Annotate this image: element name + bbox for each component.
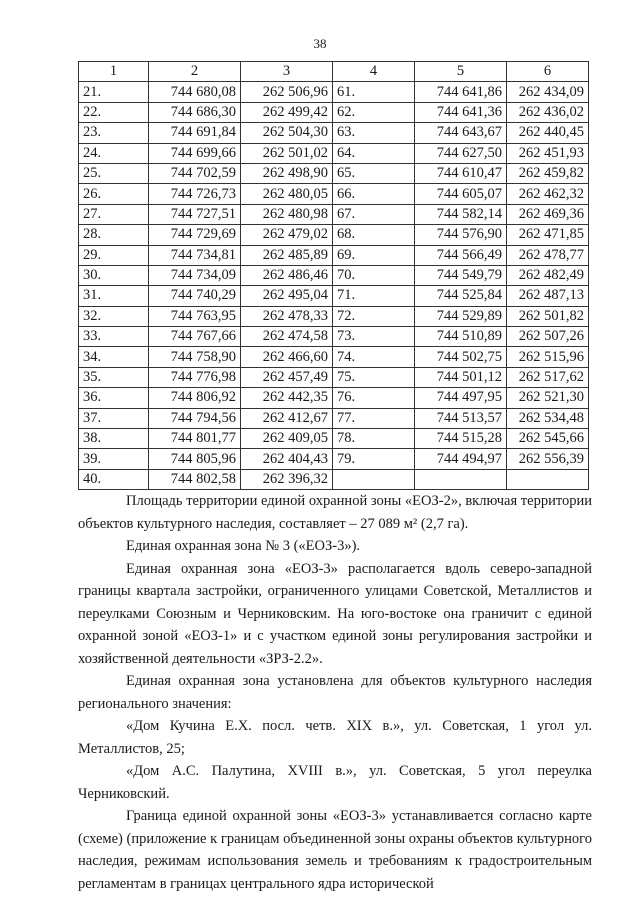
- table-cell: 25.: [79, 163, 149, 183]
- table-row: [79, 143, 589, 163]
- table-cell: 262 457,49: [241, 367, 333, 387]
- table-cell: 262 396,32: [241, 469, 333, 489]
- table-cell: 744 627,50: [415, 143, 507, 163]
- coordinates-table: [78, 61, 589, 490]
- table-cell: 32.: [79, 306, 149, 326]
- table-cell: 262 409,05: [241, 429, 333, 449]
- paragraph-area: Площадь территории единой охранной зоны «ЕОЗ-2», включая территории объектов культурного наследия, составляет – 27 089 м² (2,7 га).: [78, 493, 592, 532]
- table-cell: 744 605,07: [415, 184, 507, 204]
- table-cell: 34.: [79, 347, 149, 367]
- table-cell: 262 442,35: [241, 388, 333, 408]
- table-cell: 71.: [333, 286, 415, 306]
- page-number: 38: [313, 36, 327, 51]
- table-cell: 35.: [79, 367, 149, 387]
- table-cell: 262 440,45: [507, 123, 589, 143]
- paragraph-zone-heading: Единая охранная зона № 3 («ЕОЗ-3»).: [126, 538, 361, 554]
- table-cell: 744 763,95: [149, 306, 241, 326]
- table-cell: 262 404,43: [241, 449, 333, 469]
- table-row: [79, 123, 589, 143]
- table-cell: 66.: [333, 184, 415, 204]
- table-cell: 744 576,90: [415, 225, 507, 245]
- table-cell: 262 480,05: [241, 184, 333, 204]
- table-cell: 744 727,51: [149, 204, 241, 224]
- table-cell: 262 474,58: [241, 327, 333, 347]
- table-row: [79, 225, 589, 245]
- table-cell: 262 495,04: [241, 286, 333, 306]
- table-cell: 262 478,77: [507, 245, 589, 265]
- table-cell: 78.: [333, 429, 415, 449]
- table-row: [79, 449, 589, 469]
- body-text: [78, 490, 592, 895]
- table-cell: 744 641,36: [415, 102, 507, 122]
- column-header: 3: [241, 62, 333, 82]
- table-cell: 262 498,90: [241, 163, 333, 183]
- table-cell: 262 501,82: [507, 306, 589, 326]
- table-row: [79, 429, 589, 449]
- table-cell: 262 466,60: [241, 347, 333, 367]
- table-row: [79, 245, 589, 265]
- table-cell: 262 482,49: [507, 265, 589, 285]
- table-cell: 744 510,89: [415, 327, 507, 347]
- table-cell: 744 566,49: [415, 245, 507, 265]
- table-cell: 33.: [79, 327, 149, 347]
- table-cell: 744 513,57: [415, 408, 507, 428]
- table-cell: 744 502,75: [415, 347, 507, 367]
- table-cell: 262 545,66: [507, 429, 589, 449]
- table-cell: 262 515,96: [507, 347, 589, 367]
- table-row: [79, 204, 589, 224]
- column-header: 5: [415, 62, 507, 82]
- table-cell: 262 434,09: [507, 82, 589, 102]
- table-cell: 23.: [79, 123, 149, 143]
- table-row: [79, 388, 589, 408]
- table-cell: 744 702,59: [149, 163, 241, 183]
- table-body: [79, 82, 589, 490]
- table-cell: 744 501,12: [415, 367, 507, 387]
- table-cell: 69.: [333, 245, 415, 265]
- table-cell: 744 680,08: [149, 82, 241, 102]
- table-cell: 262 499,42: [241, 102, 333, 122]
- table-cell: 744 641,86: [415, 82, 507, 102]
- table-cell: [507, 469, 589, 489]
- table-cell: 27.: [79, 204, 149, 224]
- table-cell: 76.: [333, 388, 415, 408]
- table-cell: 262 451,93: [507, 143, 589, 163]
- table-cell: 744 610,47: [415, 163, 507, 183]
- table-cell: 744 776,98: [149, 367, 241, 387]
- table-cell: 22.: [79, 102, 149, 122]
- table-row: [79, 367, 589, 387]
- table-cell: [333, 469, 415, 489]
- table-cell: 68.: [333, 225, 415, 245]
- table-cell: 79.: [333, 449, 415, 469]
- table-cell: 744 758,90: [149, 347, 241, 367]
- table-row: [79, 408, 589, 428]
- table-row: [79, 306, 589, 326]
- table-cell: 67.: [333, 204, 415, 224]
- table-cell: 63.: [333, 123, 415, 143]
- table-cell: 28.: [79, 225, 149, 245]
- column-header: 1: [79, 62, 149, 82]
- table-cell: 744 582,14: [415, 204, 507, 224]
- table-cell: 744 529,89: [415, 306, 507, 326]
- paragraph-object-1: «Дом Кучина Е.Х. посл. четв. XIX в.», ул. Советская, 1 угол ул. Металлистов, 25;: [78, 718, 592, 757]
- table-row: [79, 163, 589, 183]
- table-cell: 744 806,92: [149, 388, 241, 408]
- table-cell: 262 480,98: [241, 204, 333, 224]
- paragraph-boundary: Граница единой охранной зоны «ЕОЗ-3» устанавливается согласно карте (схеме) (приложение к границам объединенной зоны охраны объектов культурного наследия, режимам использования земель и требованиям к градостроительным регламентам в границах центрального ядра исторической: [78, 808, 592, 892]
- table-cell: 262 469,36: [507, 204, 589, 224]
- table-cell: 744 643,67: [415, 123, 507, 143]
- table-cell: 77.: [333, 408, 415, 428]
- table-cell: 744 515,28: [415, 429, 507, 449]
- table-row: [79, 102, 589, 122]
- table-row: [79, 327, 589, 347]
- table-cell: 26.: [79, 184, 149, 204]
- table-cell: 744 525,84: [415, 286, 507, 306]
- table-cell: 744 494,97: [415, 449, 507, 469]
- table-row: [79, 82, 589, 102]
- table-cell: 262 556,39: [507, 449, 589, 469]
- table-cell: 262 412,67: [241, 408, 333, 428]
- table-row: [79, 347, 589, 367]
- table-cell: 744 497,95: [415, 388, 507, 408]
- table-cell: 262 506,96: [241, 82, 333, 102]
- table-cell: 70.: [333, 265, 415, 285]
- table-cell: 61.: [333, 82, 415, 102]
- table-cell: 744 734,09: [149, 265, 241, 285]
- table-cell: 62.: [333, 102, 415, 122]
- table-header-row: [79, 62, 589, 82]
- table-cell: 744 699,66: [149, 143, 241, 163]
- table-cell: 262 459,82: [507, 163, 589, 183]
- table-cell: 262 534,48: [507, 408, 589, 428]
- table-cell: 262 462,32: [507, 184, 589, 204]
- table-cell: 64.: [333, 143, 415, 163]
- table-cell: 262 517,62: [507, 367, 589, 387]
- table-cell: 75.: [333, 367, 415, 387]
- table-cell: 72.: [333, 306, 415, 326]
- table-cell: 65.: [333, 163, 415, 183]
- table-row: [79, 469, 589, 489]
- paragraph-object-2: «Дом А.С. Палутина, XVIII в.», ул. Советская, 5 угол переулка Черниковский.: [78, 763, 592, 802]
- table-row: [79, 286, 589, 306]
- table-cell: 73.: [333, 327, 415, 347]
- table-cell: 24.: [79, 143, 149, 163]
- table-cell: 744 726,73: [149, 184, 241, 204]
- table-cell: 744 691,84: [149, 123, 241, 143]
- table-cell: 262 504,30: [241, 123, 333, 143]
- table-cell: 262 485,89: [241, 245, 333, 265]
- paragraph-objects-intro: Единая охранная зона установлена для объектов культурного наследия регионального значения:: [78, 673, 592, 712]
- table-cell: 262 486,46: [241, 265, 333, 285]
- table-cell: 262 507,26: [507, 327, 589, 347]
- paragraph-zone-location: Единая охранная зона «ЕОЗ-3» располагается вдоль северо-западной границы квартала застройки, ограниченного улицами Советской, Металлистов и переулками Союзным и Черниковским. На юго-востоке она граничит с единой охранной зоной «ЕОЗ-1» и с участком единой зоны регулирования застройки и хозяйственной деятельности «ЗРЗ-2.2».: [78, 560, 592, 667]
- table-cell: 40.: [79, 469, 149, 489]
- table-row: [79, 265, 589, 285]
- table-cell: 744 805,96: [149, 449, 241, 469]
- column-header: 4: [333, 62, 415, 82]
- table-cell: 30.: [79, 265, 149, 285]
- table-cell: 262 436,02: [507, 102, 589, 122]
- column-header: 2: [149, 62, 241, 82]
- table-cell: 744 767,66: [149, 327, 241, 347]
- table-cell: 37.: [79, 408, 149, 428]
- table-cell: 262 471,85: [507, 225, 589, 245]
- table-cell: 744 740,29: [149, 286, 241, 306]
- table-cell: 31.: [79, 286, 149, 306]
- table-cell: 29.: [79, 245, 149, 265]
- table-cell: [415, 469, 507, 489]
- table-cell: 36.: [79, 388, 149, 408]
- column-header: 6: [507, 62, 589, 82]
- table-cell: 262 479,02: [241, 225, 333, 245]
- table-cell: 744 549,79: [415, 265, 507, 285]
- table-cell: 262 501,02: [241, 143, 333, 163]
- table-cell: 262 521,30: [507, 388, 589, 408]
- table-cell: 744 802,58: [149, 469, 241, 489]
- table-cell: 744 794,56: [149, 408, 241, 428]
- table-cell: 262 478,33: [241, 306, 333, 326]
- table-cell: 21.: [79, 82, 149, 102]
- table-row: [79, 184, 589, 204]
- table-cell: 744 801,77: [149, 429, 241, 449]
- table-cell: 38.: [79, 429, 149, 449]
- table-cell: 744 734,81: [149, 245, 241, 265]
- table-cell: 262 487,13: [507, 286, 589, 306]
- table-cell: 744 729,69: [149, 225, 241, 245]
- table-cell: 744 686,30: [149, 102, 241, 122]
- table-cell: 74.: [333, 347, 415, 367]
- table-cell: 39.: [79, 449, 149, 469]
